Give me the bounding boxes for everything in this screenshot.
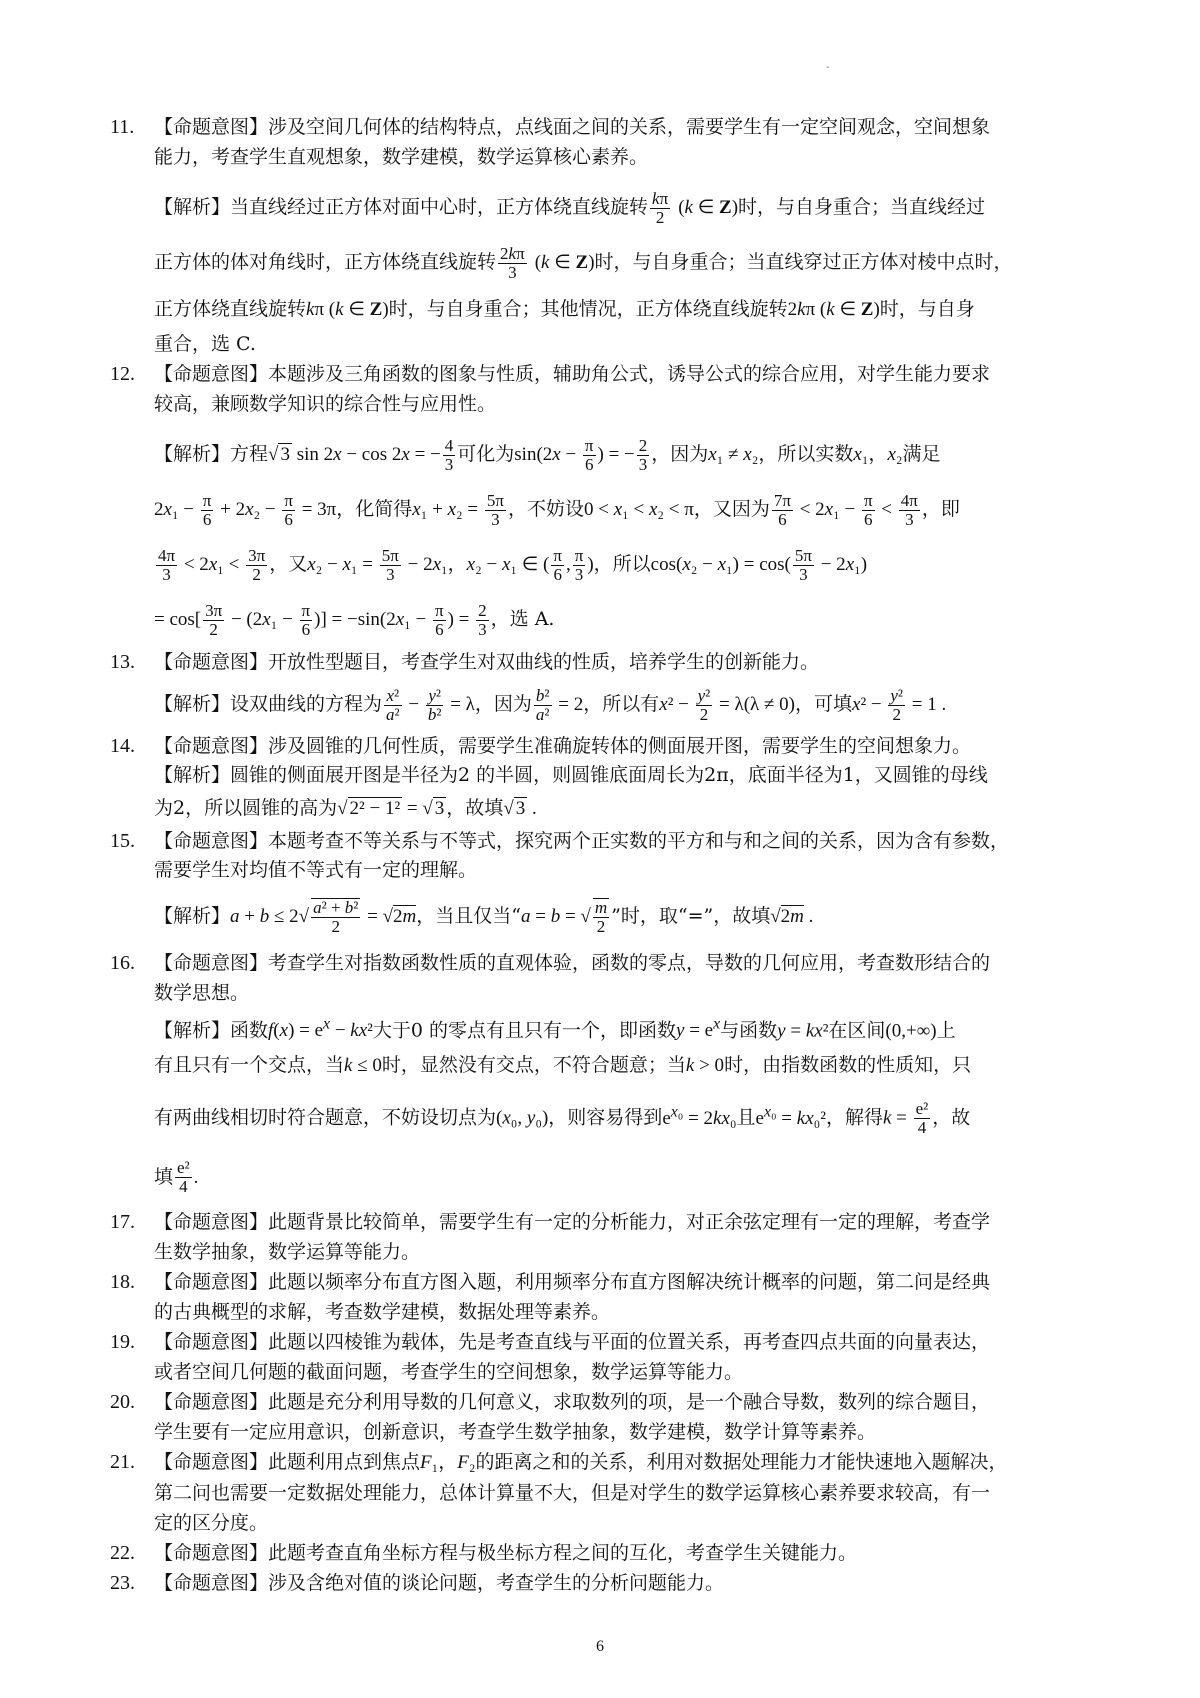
intent-text: 能力，考查学生直观想象，数学建模，数学运算核心素养。 [154, 146, 649, 168]
intent-text: 的古典概型的求解，考查数学建模，数据处理等素养。 [154, 1300, 611, 1323]
item-11: 11. 【命题意图】涉及空间几何体的结构特点，点线面之间的关系，需要学生有一定空间观念，空间想象 能力，考查学生直观想象，数学建模，数学运算核心素养。 【解析】当直线经过正方体对面中心时，正方体绕直线旋转 $\frac{k\pi}{2}$ (k ∈ Z)时，与自身重合；当直线经过 正方体的体对角线时，正方体绕直线旋转 $\frac{2k\pi}{3}$ (k ∈ Z)时，与自身重合；当直线穿过正方体对棱中点时， 正方体绕直线旋转kπ (k ∈ Z)时，与自身重合；其他情况，正方体绕直线旋转2kπ (k ∈ Z)时，与自身 重合，选 C. [110, 112, 1100, 359]
analysis-text: 在区间 [828, 1019, 886, 1042]
analysis-text: 时，与自身重合；当直线经过 [738, 196, 986, 218]
item-22 [110, 1538, 1100, 1568]
analysis-text: ，故填 [446, 797, 504, 819]
intent-text: 【命题意图】涉及含绝对值的谈论问题，考查学生的分析问题能力。 [154, 1571, 725, 1594]
analysis-text: 与函数 [720, 1019, 778, 1042]
intent-text: 【命题意图】此题以频率分布直方图入题，利用频率分布直方图解决统计概率的问题，第二问是经典 [154, 1270, 991, 1293]
analysis-text: 【解析】方程 [154, 443, 269, 465]
analysis-text: ，又 [269, 553, 308, 575]
analysis-text: ，化简得 [336, 498, 413, 520]
intent-text: 【命题意图】涉及圆锥的几何性质，需要学生准确旋转体的侧面展开图，需要学生的空间想象力。 [154, 735, 972, 757]
analysis-text: 时，与自身 [879, 298, 975, 320]
item-19 [110, 1327, 1100, 1387]
analysis-text: 上 [936, 1019, 956, 1042]
analysis-text: 【解析】当直线经过正方体对面中心时，正方体绕直线旋转 [154, 196, 649, 218]
analysis-text: 填 [154, 1165, 174, 1188]
analysis-text: 正方体的体对角线时，正方体绕直线旋转 [154, 251, 497, 273]
item-12 [110, 359, 1100, 647]
analysis-text: 正方体绕直线旋转 [154, 298, 307, 320]
math-fraction: $\frac{2k\pi}{3}$ [500, 243, 525, 282]
item-number: 20. [110, 1390, 135, 1413]
analysis-text: ， [447, 553, 467, 575]
analysis-text: 时，与自身重合；当直线穿过正方体对棱中点时， [594, 251, 1013, 273]
page-number: 6 [596, 1638, 604, 1655]
analysis-text: 为2，所以圆锥的高为 [154, 797, 338, 819]
item-number: 17. [110, 1210, 135, 1233]
analysis-text: ，故 [932, 1106, 971, 1129]
item-number: 14. [110, 735, 135, 757]
analysis-text: 且 [736, 1106, 756, 1129]
item-15: 15. 【命题意图】本题考查不等关系与不等式，探究两个正实数的平方和与和之间的关系，因为含有参数， 需要学生对均值不等式有一定的理解。 【解析】a + b ≤ 2√ $\frac{\text{a² + b²}}{2}$ = √2m，当且仅当“a = b = √ $\frac{m}{2}$ ”时，取“=”，故填√2m . [110, 827, 1100, 948]
item-number: 13. [110, 651, 135, 673]
intent-text: 【命题意图】开放性型题目，考查学生对双曲线的性质，培养学生的创新能力。 [154, 651, 820, 673]
intent-text: 【命题意图】此题以四棱锥为载体，先是考查直线与平面的位置关系，再考查四点共面的向量表达， [154, 1330, 991, 1353]
item-13: 13. 【命题意图】开放性型题目，考查学生对双曲线的性质，培养学生的创新能力。 【解析】设双曲线的方程为 $\frac{\text{x²}}{\text{a²}}$ − $\frac{\text{y²}}{\text{b²}}$ = λ，因为 $\frac{\text{b²}}{\text{a²}}$ = 2，所以有x² − $\frac{\text{y²}}{2}$ = λ(λ ≠ 0)，可填x² − $\frac{\text{y²}}{2}$ = 1 . [110, 647, 1100, 732]
intent-text: 第二问也需要一定数据处理能力，总体计算量不大，但是对学生的数学运算核心素养要求较高，有一 [154, 1481, 991, 1504]
item-number: 19. [110, 1330, 135, 1353]
analysis-text: ，所以实数 [758, 443, 854, 465]
intent-text: 【命题意图】此题背景比较简单，需要学生有一定的分析能力，对正余弦定理有一定的理解，考查学 [154, 1210, 991, 1233]
item-14: 14. 【命题意图】涉及圆锥的几何性质，需要学生准确旋转体的侧面展开图，需要学生的空间想象力。 【解析】圆锥的侧面展开图是半径为2 的半圆，则圆锥底面周长为2π，底面半径为1，又圆锥的母线 为2，所以圆锥的高为√ 2² − 1² = √ 3 ，故填√ 3 . [110, 732, 1100, 827]
item-16: 16. 【命题意图】考查学生对指数函数性质的直观体验，函数的零点，导数的几何应用，考查数形结合的 数学思想。 【解析】函数$f(x) = e^x - kx^2$大于0 的零点有且只有一个，即函数$y = e^x$与函数y = kx²在区间(0,+∞)上 有且只有一个交点，当k ≤ 0时，显然没有交点，不符合题意；当k > 0时，由指数函数的性质知，只 有两曲线相切时符合题意，不妨设切点为(x₀, y₀)，则容易得到$e^{x_0} = 2kx_0$且$e^{x_0} = kx_0^2$，解得k = $\frac{\text{e²}}{4}$ ，故 填 $\frac{\text{e²}}{4}$ . [110, 948, 1100, 1207]
math-fraction: $\frac{k\pi}{2}$ [652, 188, 669, 227]
analysis-text: 【解析】函数 [154, 1019, 269, 1042]
analysis-text: 有两曲线相切时符合题意，不妨设切点为 [154, 1106, 497, 1129]
analysis-text: 【解析】设双曲线的方程为 [154, 693, 383, 715]
item-number: 15. [110, 830, 135, 852]
analysis-text: ，又因为 [693, 498, 770, 520]
intent-text: 的距离之和的关系，利用对数据处理能力才能快速地入题解决， [475, 1450, 1008, 1473]
intent-text: 较高，兼顾数学知识的综合性与应用性。 [154, 393, 497, 415]
analysis-text: 【解析】圆锥的侧面展开图是半径为2 的半圆，则圆锥底面周长为2π，底面半径为1，又圆锥的母线 [154, 764, 988, 786]
analysis-text: ，则容易得到 [548, 1106, 663, 1129]
analysis-text: ，因为 [474, 693, 532, 715]
analysis-text: ，当且仅当“ [416, 905, 521, 927]
analysis-text: ，选 A. [490, 608, 555, 630]
item-number: 12. [110, 363, 135, 385]
analysis-text: 满足 [902, 443, 941, 465]
item-number: 11. [110, 116, 135, 138]
item-21: 21. 【命题意图】此题利用点到焦点F₁，F₂的距离之和的关系，利用对数据处理能力才能快速地入题解决， 第二问也需要一定数据处理能力，总体计算量不大，但是对学生的数学运算核心素养要求较高，有一 定的区分度。 [110, 1447, 1100, 1538]
item-number: 22. [110, 1541, 135, 1564]
analysis-text: 大于0 的零点有且只有一个，即函数 [372, 1019, 677, 1042]
intent-text: 【命题意图】本题考查不等关系与不等式，探究两个正实数的平方和与和之间的关系，因为含有参数， [154, 830, 1010, 852]
analysis-text: ，即 [921, 498, 960, 520]
analysis-text: ，解得 [825, 1106, 883, 1129]
analysis-text: 有且只有一个交点，当 [154, 1054, 345, 1077]
intent-text: 数学思想。 [154, 982, 250, 1004]
analysis-text: ”时，取“=”，故填 [611, 905, 771, 927]
item-18 [110, 1267, 1100, 1327]
analysis-text: ，所以有 [583, 693, 660, 715]
analysis-text: 时，显然没有交点，不符合题意；当 [381, 1054, 686, 1077]
analysis-text: 重合，选 C. [154, 333, 256, 355]
intent-text: 【命题意图】此题考查直角坐标方程与极坐标方程之间的互化，考查学生关键能力。 [154, 1541, 858, 1564]
analysis-block: 【解析】方程√ 3 sin 2x − cos 2x = − $\frac{4}{3}$ 可化为sin(2x − $\frac{\pi}{6}$ ) = − $\frac{2}{3}$ ，因为x₁ ≠ x₂，所以实数x₁，x₂满足 2x₁ − $\frac{\pi}{6}$ + 2x₂ − $\frac{\pi}{6}$ = 3π，化简得x₁ + x₂ = $\frac{5\pi}{3}$ ，不妨设0 < x₁ < x₂ < π，又因为 $\frac{7\pi}{6}$ < 2x₁ − $\frac{\pi}{6}$ < $\frac{4\pi}{3}$ ，即 $\frac{4\pi}{3}$ < 2x₁ < $\frac{3\pi}{2}$ ，又x₂ − x₁ = $\frac{5\pi}{3}$ − 2x₁，x₂ − x₁ ∈ ( $\frac{\pi}{6}$ , $\frac{\pi}{3}$ )，所以cos(x₂ − x₁) = cos( $\frac{5\pi}{3}$ − 2x₁) = cos[ $\frac{3\pi}{2}$ − (2x₁ − $\frac{\pi}{6}$ )] = −sin(2x₁ − $\frac{\pi}{6}$ ) = $\frac{2}{3}$ ，选 A. [154, 435, 960, 639]
item-17 [110, 1207, 1100, 1267]
intent-text: 或者空间几何题的截面问题，考查学生的空间想象，数学运算等能力。 [154, 1360, 744, 1383]
item-number: 16. [110, 952, 135, 974]
intent-text: 【命题意图】此题是充分利用导数的几何意义，求取数列的项，是一个融合导数，数列的综合题目， [154, 1390, 991, 1413]
item-number: 23. [110, 1571, 135, 1594]
item-20 [110, 1387, 1100, 1447]
intent-text: 【命题意图】考查学生对指数函数性质的直观体验，函数的零点，导数的几何应用，考查数形结合的 [154, 952, 991, 974]
analysis-block: 【解析】当直线经过正方体对面中心时，正方体绕直线旋转 $\frac{k\pi}{2}$ (k ∈ Z)时，与自身重合；当直线经过 正方体的体对角线时，正方体绕直线旋转 $\frac{2k\pi}{3}$ (k ∈ Z)时，与自身重合；当直线穿过正方体对棱中点时， [154, 188, 1013, 282]
analysis-text: 时，由指数函数的性质知，只 [724, 1054, 972, 1077]
answer-explanations [110, 112, 1100, 1598]
intent-text: 【命题意图】本题涉及三角函数的图象与性质，辅助角公式，诱导公式的综合应用，对学生能力要求 [154, 363, 991, 385]
analysis-text: ，不妨设 [507, 498, 584, 520]
intent-text: 生数学抽象，数学运算等能力。 [154, 1240, 421, 1263]
intent-text: 需要学生对均值不等式有一定的理解。 [154, 859, 478, 881]
analysis-text: ，因为 [651, 443, 709, 465]
item-number: 18. [110, 1270, 135, 1293]
analysis-text: ，所以 [593, 553, 651, 575]
item-number: 21. [110, 1450, 135, 1473]
analysis-text: 【解析】 [154, 905, 231, 927]
analysis-text: ，可填 [795, 693, 853, 715]
intent-text: 定的区分度。 [154, 1511, 269, 1534]
analysis-text: 可化为 [457, 443, 515, 465]
intent-text: 学生要有一定应用意识，创新意识，考查学生数学抽象，数学建模，数学计算等素养。 [154, 1420, 877, 1443]
scan-mark: - [826, 62, 830, 73]
item-23 [110, 1568, 1100, 1598]
analysis-text: 时，与自身重合；其他情况，正方体绕直线旋转 [388, 298, 788, 320]
intent-text: 【命题意图】涉及空间几何体的结构特点，点线面之间的关系，需要学生有一定空间观念，空间想象 [154, 116, 991, 138]
intent-text: 【命题意图】此题利用点到焦点 [154, 1450, 421, 1473]
